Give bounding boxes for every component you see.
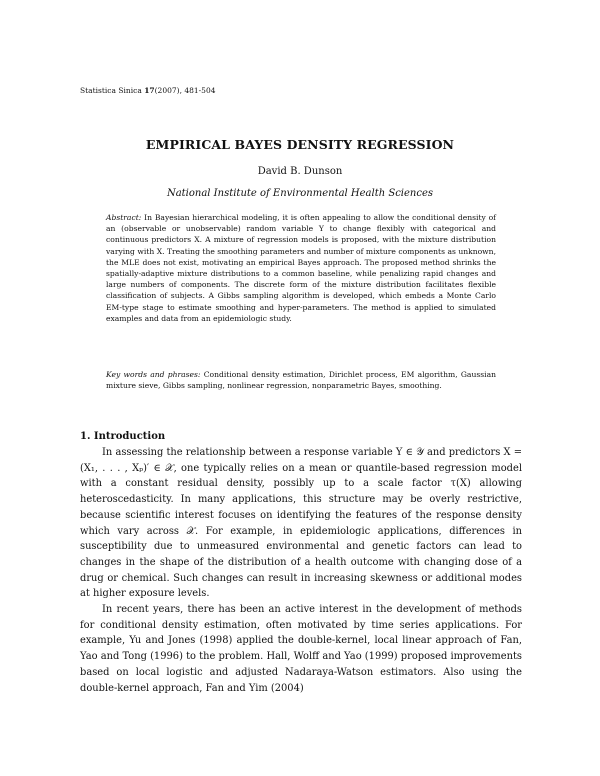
journal-name: Statistica Sinica [80, 86, 142, 95]
keywords-text: Conditional density estimation, Dirichlet process, EM algorithm, Gaussian mixture sieve, Gibbs sampling, nonlinear regression, nonparametric Bayes, smoothing. [106, 370, 496, 391]
journal-year-pages: (2007), 481-504 [154, 86, 216, 95]
body-text [80, 445, 522, 696]
paragraph: In recent years, there has been an active interest in the development of methods for conditional density estimation, often motivated by time series applications. For example, Yu and Jones (1998) applied the double-kernel, local linear approach of Fan, Yao and Tong (1996) to the problem. Hall, Wolff and Yao (1999) proposed improvements based on local logistic and adjusted Nadaraya-Watson estimators. Also using the double-kernel approach, Fan and Yim (2004) [80, 604, 522, 694]
abstract-text: In Bayesian hierarchical modeling, it is often appealing to allow the conditional density of an (observable or unobservable) random variable Y to change flexibly with categorical and continuous predictors X. A mixture of regression models is proposed, with the mixture distribution varying with X. Treating the smoothing parameters and number of mixture components as unknown, the MLE does not exist, motivating an empirical Bayes approach. The proposed method shrinks the spatially-adaptive mixture distributions to a common baseline, while penalizing rapid changes and large numbers of components. The discrete form of the mixture distribution facilitates flexible classification of subjects. A Gibbs sampling algorithm is developed, which embeds a Monte Carlo EM-type stage to estimate smoothing and hyper-parameters. The method is applied to simulated examples and data from an epidemiologic study. [106, 213, 496, 323]
paper-title: EMPIRICAL BAYES DENSITY REGRESSION [145, 137, 455, 152]
keywords [106, 369, 496, 391]
keywords-label: Key words and phrases: [106, 370, 201, 379]
abstract-label: Abstract: [106, 213, 142, 222]
paper-affiliation: National Institute of Environmental Health Sciences [166, 188, 434, 199]
journal-citation [80, 86, 216, 95]
paragraph: In assessing the relationship between a response variable Y ∈ 𝒴 and predictors X = (X₁, . . . , Xₚ)′ ∈ 𝒳, one typically relies on a mean or quantile-based regression model with a constant residual density, possibly up to a scale factor τ(X) allowing heteroscedasticity. In many applications, this structure may be overly restrictive, because scientific interest focuses on identifying the features of the response density which vary across 𝒳. For example, in epidemiologic applications, differences in susceptibility due to unmeasured environmental and genetic factors can lead to changes in the shape of the distribution of a health outcome with changing dose of a drug or chemical. Such changes can result in increasing skewness or additional modes at higher exposure levels. [80, 447, 522, 600]
journal-volume: 17 [144, 86, 155, 95]
paper-author: David B. Dunson [257, 166, 343, 177]
section-heading: 1. Introduction [80, 431, 166, 442]
abstract [106, 212, 496, 324]
